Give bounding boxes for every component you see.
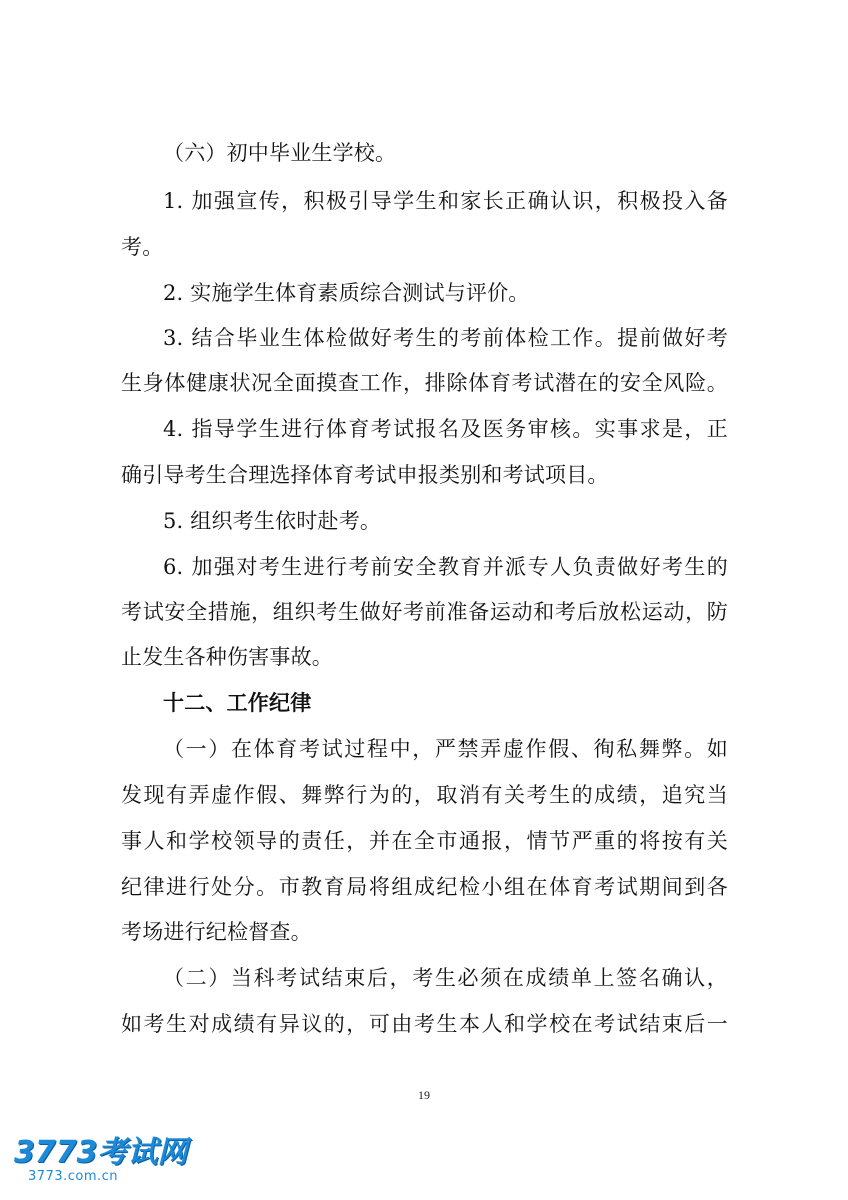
paragraph-line: 6. 加强对考生进行考前安全教育并派专人负责做好考生的 — [163, 555, 728, 579]
paragraph-line: 生身体健康状况全面摸查工作，排除体育考试潜在的安全风险。 — [121, 371, 728, 395]
paragraph-line: 考场进行纪检督查。 — [121, 920, 312, 944]
subsection-heading-6: （六）初中毕业生学校。 — [163, 141, 397, 165]
paragraph-line: 确引导考生合理选择体育考试申报类别和考试项目。 — [121, 463, 609, 487]
watermark-brand: 3773考试网 — [14, 1135, 188, 1170]
paragraph-line: 考试安全措施，组织考生做好考前准备运动和考后放松运动，防 — [121, 600, 728, 624]
paragraph-line: 如考生对成绩有异议的，可由考生本人和学校在考试结束后一 — [121, 1012, 728, 1036]
paragraph-line: （二）当科考试结束后，考生必须在成绩单上签名确认， — [163, 966, 728, 990]
paragraph-line: 考。 — [121, 235, 164, 259]
paragraph-line: （一）在体育考试过程中，严禁弄虚作假、徇私舞弊。如 — [163, 737, 728, 761]
paragraph-line: 止发生各种伤害事故。 — [121, 645, 333, 669]
page-number: 19 — [418, 1088, 430, 1102]
paragraph-line: 1. 加强宣传，积极引导学生和家长正确认识，积极投入备 — [163, 189, 728, 213]
paragraph-line: 纪律进行处分。市教育局将组成纪检小组在体育考试期间到各 — [121, 875, 728, 899]
paragraph-line: 5. 组织考生依时赴考。 — [163, 509, 382, 533]
paragraph-line: 2. 实施学生体育素质综合测试与评价。 — [163, 281, 530, 305]
paragraph-line: 4. 指导学生进行体育考试报名及医务审核。实事求是，正 — [163, 417, 728, 441]
paragraph-line: 发现有弄虚作假、舞弊行为的，取消有关考生的成绩，追究当 — [121, 783, 728, 807]
paragraph-line: 3. 结合毕业生体检做好考生的考前体检工作。提前做好考 — [163, 326, 728, 350]
section-heading-12: 十二、工作纪律 — [163, 691, 312, 715]
watermark-url: 3773.com.cn — [28, 1169, 118, 1184]
site-watermark-logo — [14, 1135, 188, 1186]
paragraph-line: 事人和学校领导的责任，并在全市通报，情节严重的将按有关 — [121, 829, 728, 853]
